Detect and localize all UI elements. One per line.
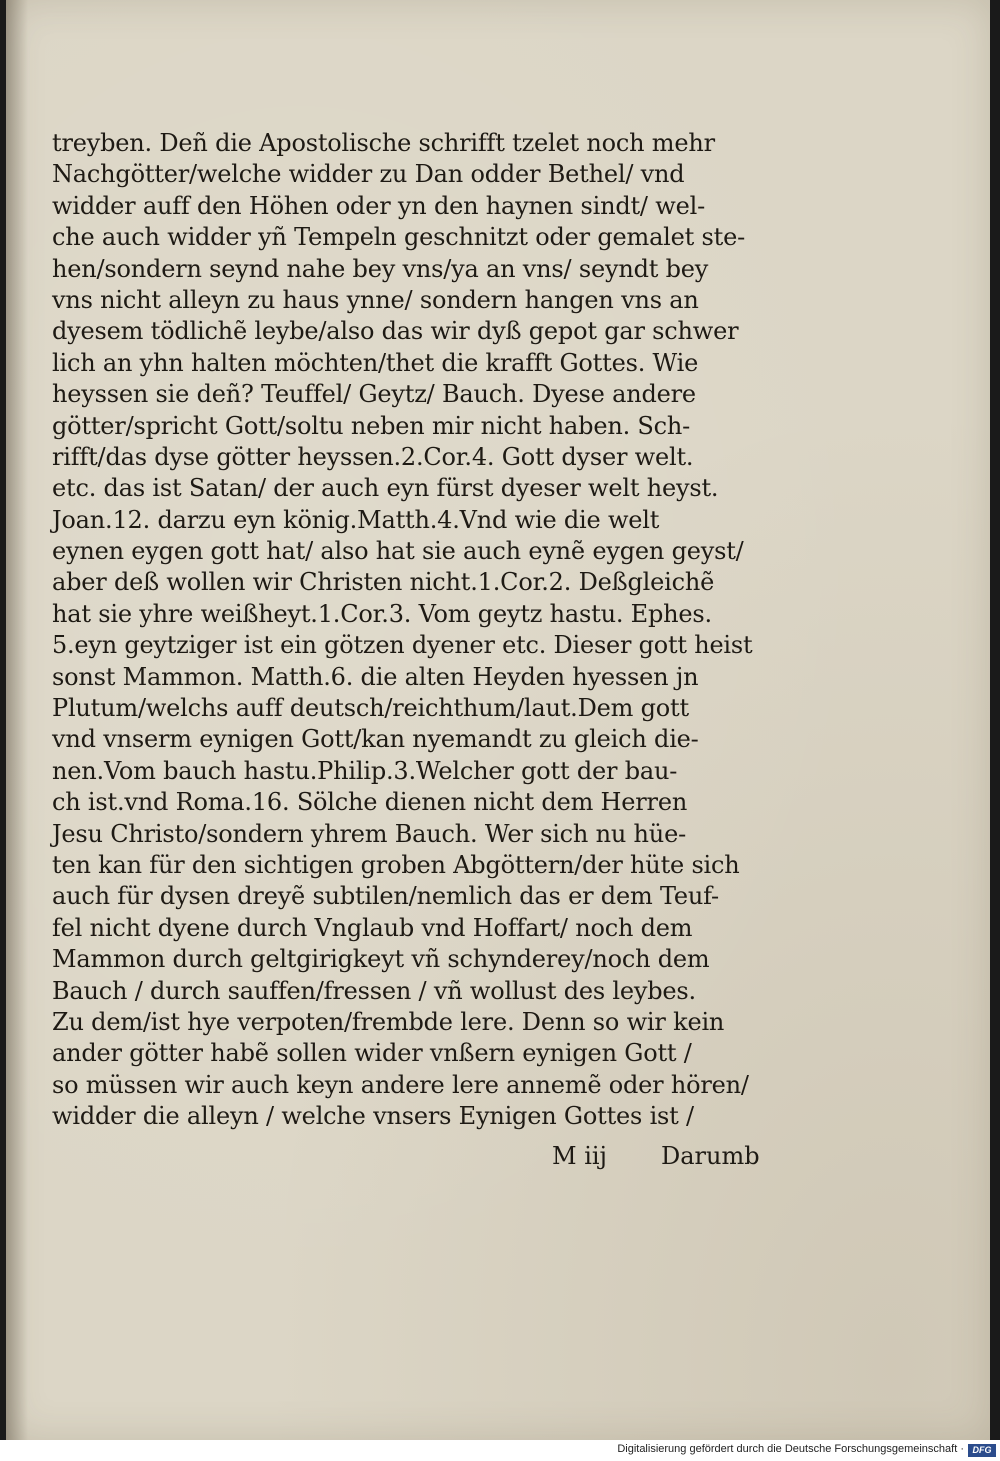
- text-line: Jesu Christo/sondern yhrem Bauch. Wer sich nu hüe-: [52, 819, 686, 848]
- text-line: Bauch / durch sauffen/fressen / vñ wollust des leybes.: [52, 976, 696, 1005]
- dfg-logo-icon: DFG: [968, 1444, 996, 1457]
- text-line: rifft/das dyse götter heyssen.2.Cor.4. Gott dyser welt.: [52, 442, 694, 471]
- text-line: lich an yhn halten möchten/thet die krafft Gottes. Wie: [52, 348, 699, 377]
- catchword: Darumb: [661, 1142, 760, 1170]
- text-line: nen.Vom bauch hastu.Philip.3.Welcher gott der bau-: [52, 756, 678, 785]
- text-line: widder die alleyn / welche vnsers Eynigen Gottes ist /: [52, 1102, 694, 1131]
- text-line: ander götter habẽ sollen wider vnßern eynigen Gott /: [52, 1039, 692, 1068]
- text-line: götter/spricht Gott/soltu neben mir nicht haben. Sch-: [52, 411, 691, 440]
- text-line: aber deß wollen wir Christen nicht.1.Cor.2. Deßgleichẽ: [52, 568, 715, 597]
- text-line: che auch widder yñ Tempeln geschnitzt oder gemalet ste-: [52, 223, 746, 252]
- page-gutter-shadow: [6, 0, 28, 1440]
- text-line: etc. das ist Satan/ der auch eyn fürst dyeser welt heyst.: [52, 474, 719, 503]
- text-line: vnd vnserm eynigen Gott/kan nyemandt zu gleich die-: [52, 725, 699, 754]
- text-line: heyssen sie deñ? Teuffel/ Geytz/ Bauch. Dyese andere: [52, 380, 696, 409]
- text-line: Nachgötter/welche widder zu Dan odder Bethel/ vnd: [52, 160, 685, 189]
- text-line: so müssen wir auch keyn andere lere annemẽ oder hören/: [52, 1070, 749, 1099]
- text-line: ten kan für den sichtigen groben Abgöttern/der hüte sich: [52, 850, 740, 879]
- text-line: vns nicht alleyn zu haus ynne/ sondern hangen vns an: [52, 285, 699, 314]
- book-page: [6, 0, 990, 1440]
- text-line: ch ist.vnd Roma.16. Sölche dienen nicht dem Herren: [52, 788, 688, 817]
- text-line: Zu dem/ist hye verpoten/frembde lere. Denn so wir kein: [52, 1007, 725, 1036]
- text-line: widder auff den Höhen oder yn den haynen sindt/ wel-: [52, 191, 705, 220]
- text-line: treyben. Deñ die Apostolische schrifft tzelet noch mehr: [52, 129, 715, 157]
- text-line: Mammon durch geltgirigkeyt vñ schynderey/noch dem: [52, 945, 710, 974]
- signature-mark: M iij: [552, 1142, 607, 1170]
- text-line: hen/sondern seynd nahe bey vns/ya an vns/ seyndt bey: [52, 254, 709, 283]
- text-line: dyesem tödlichẽ leybe/also das wir dyß gepot gar schwer: [52, 317, 739, 346]
- footer-bar: [0, 1440, 1000, 1461]
- text-line: hat sie yhre weißheyt.1.Cor.3. Vom geytz hastu. Ephes.: [52, 599, 712, 628]
- funding-credit: Digitalisierung gefördert durch die Deutsche Forschungsgemeinschaft ·: [617, 1443, 964, 1455]
- text-line: sonst Mammon. Matth.6. die alten Heyden hyessen jn: [52, 662, 699, 691]
- text-line: Plutum/welchs auff deutsch/reichthum/laut.Dem gott: [52, 694, 689, 723]
- text-line: fel nicht dyene durch Vnglaub vnd Hoffart/ noch dem: [52, 913, 693, 942]
- text-line: Joan.12. darzu eyn könig.Matth.4.Vnd wie die welt: [52, 505, 660, 534]
- text-line: auch für dysen dreyẽ subtilen/nemlich das er dem Teuf-: [52, 882, 719, 911]
- text-block: [52, 128, 752, 1133]
- text-line: 5.eyn geytziger ist ein götzen dyener etc. Dieser gott heist: [52, 631, 753, 660]
- catch-line: [52, 1139, 760, 1173]
- text-line: eynen eygen gott hat/ also hat sie auch eynẽ eygen geyst/: [52, 537, 744, 566]
